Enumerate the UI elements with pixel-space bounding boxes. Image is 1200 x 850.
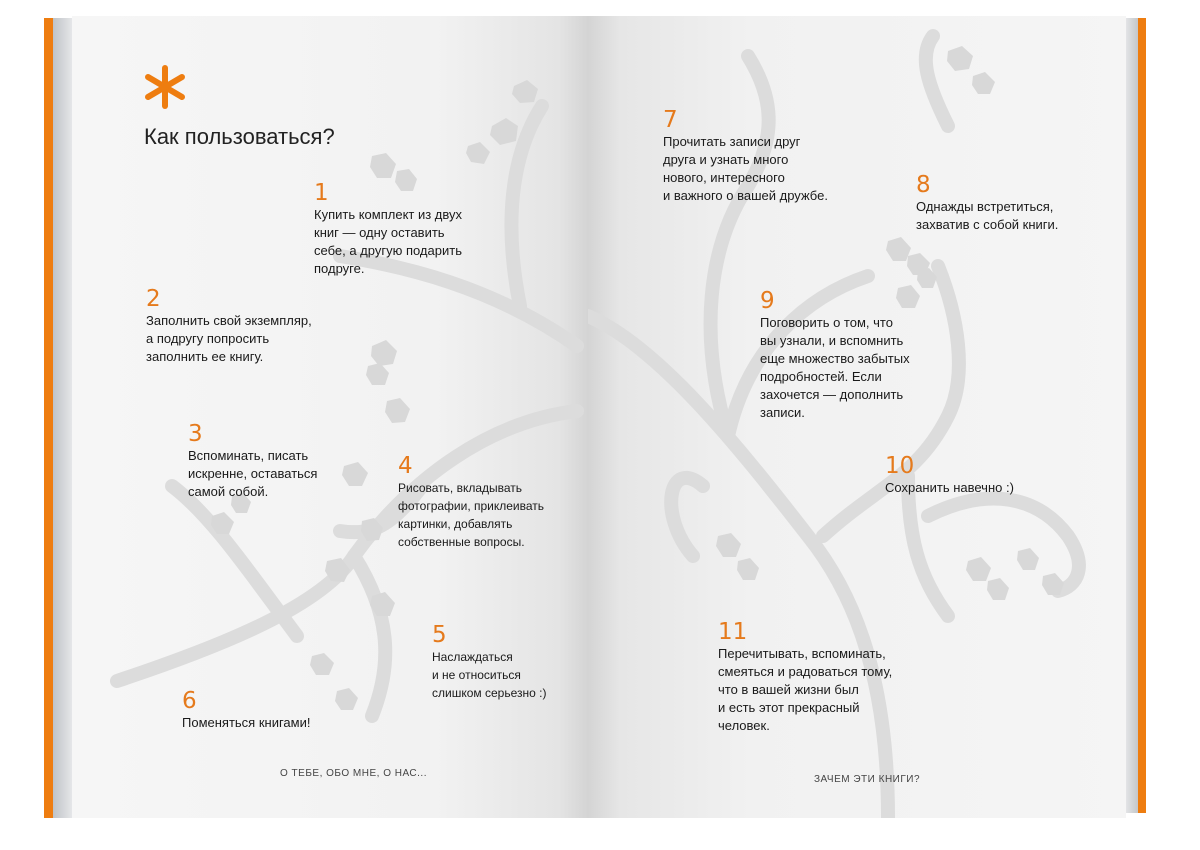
step-number: 10	[885, 453, 915, 479]
step-5	[432, 622, 546, 702]
right-page	[588, 16, 1126, 818]
step-11	[718, 619, 892, 735]
step-text: Сохранить навечно :)	[885, 480, 1014, 495]
step-text: Перечитывать, вспоминать, смеяться и радоваться тому, что в вашей жизни был и есть этот прекрасный человек.	[718, 646, 893, 733]
page-stack-left	[53, 18, 73, 818]
step-number: 7	[663, 107, 678, 133]
step-text: Наслаждаться и не относиться слишком серьезно :)	[432, 650, 547, 700]
step-number: 5	[432, 622, 447, 648]
step-text: Прочитать записи друг друга и узнать много нового, интересного и важного о вашей дружбе.	[663, 134, 828, 203]
running-footer: О ТЕБЕ, ОБО МНЕ, О НАС...	[280, 768, 427, 779]
step-2	[146, 286, 312, 366]
step-number: 9	[760, 288, 775, 314]
step-1	[314, 180, 462, 278]
step-9	[760, 288, 910, 422]
step-number: 4	[398, 453, 413, 479]
step-number: 8	[916, 172, 931, 198]
step-number: 3	[188, 421, 203, 447]
step-text: Рисовать, вкладывать фотографии, приклеивать картинки, добавлять собственные вопросы.	[398, 481, 545, 549]
step-text: Заполнить свой экземпляр, а подругу попросить заполнить ее книгу.	[146, 313, 312, 364]
step-8	[916, 172, 1058, 234]
step-4	[398, 453, 544, 551]
page-stack-right	[1124, 18, 1138, 813]
asterisk-icon	[142, 64, 188, 110]
step-10	[885, 453, 1014, 497]
step-text: Поменяться книгами!	[182, 715, 311, 730]
step-number: 1	[314, 180, 329, 206]
step-6	[182, 688, 310, 732]
step-text: Вспоминать, писать искренне, оставаться самой собой.	[188, 448, 318, 499]
left-page	[72, 16, 590, 818]
book-edge-orange-left	[44, 18, 53, 818]
page-title: Как пользоваться?	[144, 124, 335, 149]
running-footer: ЗАЧЕМ ЭТИ КНИГИ?	[814, 774, 921, 785]
step-number: 11	[718, 619, 748, 645]
step-7	[663, 107, 828, 205]
book-edge-orange-right	[1138, 18, 1146, 813]
step-text: Поговорить о том, что вы узнали, и вспомнить еще множество забытых подробностей. Если захочется — дополнить записи.	[760, 315, 910, 420]
step-text: Однажды встретиться, захватив с собой книги.	[916, 199, 1059, 232]
step-number: 2	[146, 286, 161, 312]
step-number: 6	[182, 688, 197, 714]
step-text: Купить комплект из двух книг — одну оставить себе, а другую подарить подруге.	[314, 207, 463, 276]
step-3	[188, 421, 317, 501]
